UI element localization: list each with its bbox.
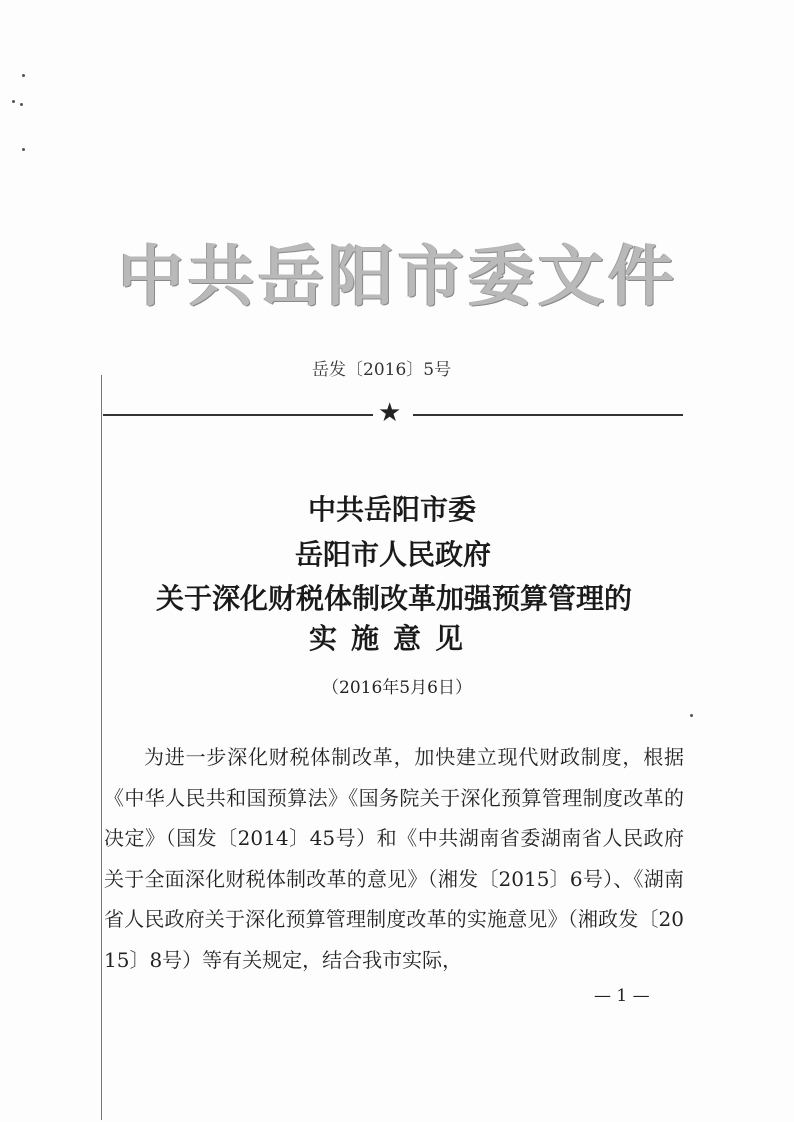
title-document-type: 实施意见 (308, 622, 477, 655)
page-number: — 1 — (594, 986, 650, 1006)
header-divider-left (103, 414, 373, 416)
header-divider-right (413, 414, 683, 416)
scan-speck (20, 103, 23, 106)
star-icon: ★ (378, 398, 402, 428)
issue-date: （2016年5月6日） (322, 678, 472, 698)
title-issuer-government: 岳阳市人民政府 (294, 538, 491, 571)
scan-speck (22, 148, 25, 151)
scan-speck (12, 100, 15, 103)
document-number: 岳发〔2016〕5号 (312, 360, 452, 380)
body-text (104, 737, 684, 980)
document-masthead: 中共岳阳市委文件 (118, 238, 678, 315)
body-paragraph: 为进一步深化财税体制改革，加快建立现代财政制度，根据《中华人民共和国预算法》《国务院关于深化预算管理制度改革的决定》（国发〔2014〕45号）和《中共湖南省委湖南省人民政府关于全面深化财税体制改革的意见》（湘发〔2015〕6号）、《湖南省人民政府关于深化预算管理制度改革的实施意见》（湘政发〔2015〕8号）等有关规定，结合我市实际， (104, 745, 684, 972)
title-subject: 关于深化财税体制改革加强预算管理的 (155, 582, 632, 615)
scan-speck (690, 714, 693, 717)
title-issuer-party: 中共岳阳市委 (307, 493, 476, 526)
scan-speck (22, 74, 25, 77)
scan-edge-line (101, 375, 102, 1120)
